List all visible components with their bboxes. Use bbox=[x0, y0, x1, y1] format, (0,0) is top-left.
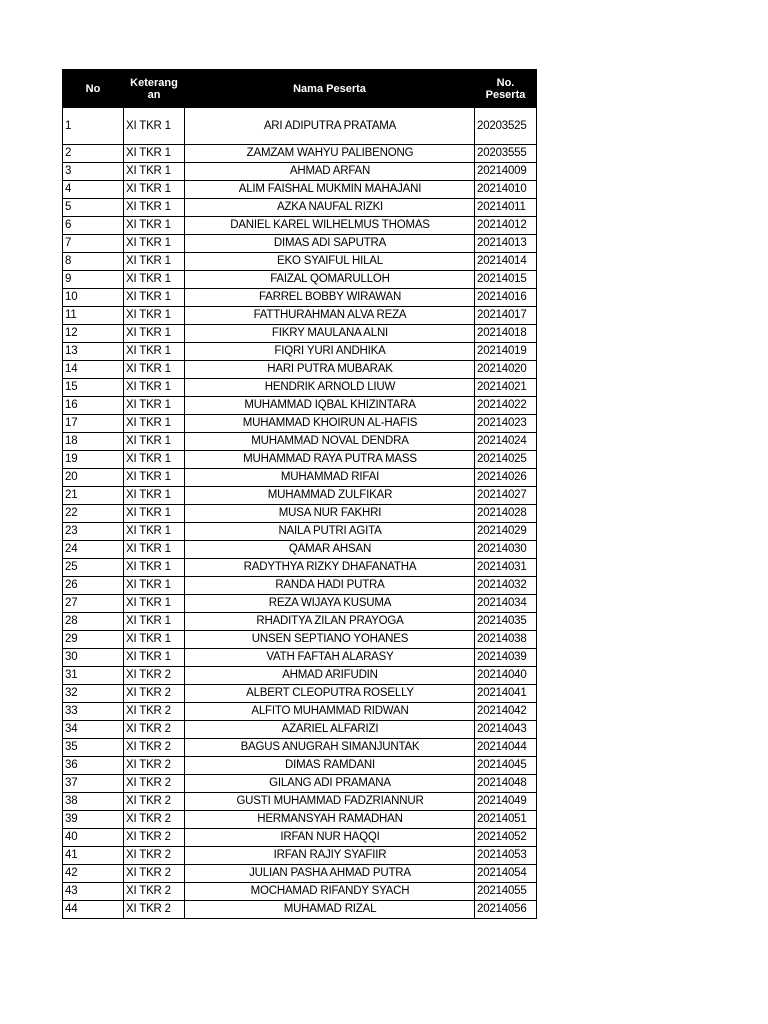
table-row bbox=[63, 703, 537, 721]
table-row bbox=[63, 307, 537, 325]
table-row bbox=[63, 847, 537, 865]
header-keterangan: Keterang an bbox=[124, 70, 185, 108]
cell-nama-peserta: BAGUS ANUGRAH SIMANJUNTAK bbox=[185, 739, 475, 757]
cell-keterangan: XI TKR 1 bbox=[124, 379, 185, 397]
cell-no: 15 bbox=[63, 379, 124, 397]
cell-no-peserta: 20214020 bbox=[475, 361, 537, 379]
cell-no: 1 bbox=[63, 108, 124, 145]
cell-keterangan: XI TKR 1 bbox=[124, 235, 185, 253]
cell-keterangan: XI TKR 1 bbox=[124, 613, 185, 631]
table-row bbox=[63, 559, 537, 577]
table-row bbox=[63, 595, 537, 613]
header-no: No bbox=[63, 70, 124, 108]
cell-no: 6 bbox=[63, 217, 124, 235]
cell-no: 2 bbox=[63, 145, 124, 163]
participant-table bbox=[62, 69, 537, 919]
cell-keterangan: XI TKR 1 bbox=[124, 487, 185, 505]
cell-keterangan: XI TKR 2 bbox=[124, 829, 185, 847]
cell-keterangan: XI TKR 2 bbox=[124, 901, 185, 919]
cell-no: 23 bbox=[63, 523, 124, 541]
cell-no-peserta: 20214038 bbox=[475, 631, 537, 649]
cell-no: 19 bbox=[63, 451, 124, 469]
cell-nama-peserta: MOCHAMAD RIFANDY SYACH bbox=[185, 883, 475, 901]
cell-no: 28 bbox=[63, 613, 124, 631]
cell-keterangan: XI TKR 2 bbox=[124, 757, 185, 775]
header-no-peserta: No. Peserta bbox=[475, 70, 537, 108]
table-row bbox=[63, 631, 537, 649]
cell-nama-peserta: RANDA HADI PUTRA bbox=[185, 577, 475, 595]
cell-keterangan: XI TKR 1 bbox=[124, 631, 185, 649]
table-row bbox=[63, 505, 537, 523]
cell-no: 39 bbox=[63, 811, 124, 829]
cell-no-peserta: 20214022 bbox=[475, 397, 537, 415]
cell-no: 42 bbox=[63, 865, 124, 883]
cell-no: 20 bbox=[63, 469, 124, 487]
table-row bbox=[63, 469, 537, 487]
cell-no-peserta: 20214053 bbox=[475, 847, 537, 865]
cell-nama-peserta: NAILA PUTRI AGITA bbox=[185, 523, 475, 541]
cell-no-peserta: 20214051 bbox=[475, 811, 537, 829]
cell-no: 21 bbox=[63, 487, 124, 505]
cell-nama-peserta: RADYTHYA RIZKY DHAFANATHA bbox=[185, 559, 475, 577]
cell-keterangan: XI TKR 2 bbox=[124, 883, 185, 901]
cell-no-peserta: 20214029 bbox=[475, 523, 537, 541]
cell-nama-peserta: RHADITYA ZILAN PRAYOGA bbox=[185, 613, 475, 631]
cell-nama-peserta: ALFITO MUHAMMAD RIDWAN bbox=[185, 703, 475, 721]
table-row bbox=[63, 649, 537, 667]
cell-keterangan: XI TKR 1 bbox=[124, 451, 185, 469]
cell-keterangan: XI TKR 1 bbox=[124, 541, 185, 559]
cell-nama-peserta: FAIZAL QOMARULLOH bbox=[185, 271, 475, 289]
cell-no: 34 bbox=[63, 721, 124, 739]
cell-no: 31 bbox=[63, 667, 124, 685]
table-row bbox=[63, 577, 537, 595]
cell-keterangan: XI TKR 1 bbox=[124, 343, 185, 361]
cell-no: 27 bbox=[63, 595, 124, 613]
cell-no-peserta: 20214021 bbox=[475, 379, 537, 397]
cell-nama-peserta: MUHAMMAD KHOIRUN AL-HAFIS bbox=[185, 415, 475, 433]
cell-no-peserta: 20214052 bbox=[475, 829, 537, 847]
table-row bbox=[63, 775, 537, 793]
table-row bbox=[63, 739, 537, 757]
cell-no: 12 bbox=[63, 325, 124, 343]
table-row bbox=[63, 667, 537, 685]
cell-nama-peserta: ZAMZAM WAHYU PALIBENONG bbox=[185, 145, 475, 163]
cell-no: 26 bbox=[63, 577, 124, 595]
cell-keterangan: XI TKR 2 bbox=[124, 667, 185, 685]
cell-nama-peserta: VATH FAFTAH ALARASY bbox=[185, 649, 475, 667]
table-row bbox=[63, 108, 537, 145]
cell-no-peserta: 20214031 bbox=[475, 559, 537, 577]
cell-no: 9 bbox=[63, 271, 124, 289]
cell-keterangan: XI TKR 1 bbox=[124, 108, 185, 145]
cell-nama-peserta: HERMANSYAH RAMADHAN bbox=[185, 811, 475, 829]
table-row bbox=[63, 433, 537, 451]
cell-nama-peserta: MUHAMAD RIZAL bbox=[185, 901, 475, 919]
cell-nama-peserta: MUHAMMAD NOVAL DENDRA bbox=[185, 433, 475, 451]
table-row bbox=[63, 343, 537, 361]
cell-nama-peserta: AZKA NAUFAL RIZKI bbox=[185, 199, 475, 217]
cell-keterangan: XI TKR 2 bbox=[124, 721, 185, 739]
table-row bbox=[63, 379, 537, 397]
table-row bbox=[63, 397, 537, 415]
cell-keterangan: XI TKR 2 bbox=[124, 811, 185, 829]
cell-no-peserta: 20214013 bbox=[475, 235, 537, 253]
cell-keterangan: XI TKR 1 bbox=[124, 577, 185, 595]
cell-nama-peserta: GILANG ADI PRAMANA bbox=[185, 775, 475, 793]
cell-no-peserta: 20214040 bbox=[475, 667, 537, 685]
cell-nama-peserta: MUHAMMAD IQBAL KHIZINTARA bbox=[185, 397, 475, 415]
cell-nama-peserta: IRFAN RAJIY SYAFIIR bbox=[185, 847, 475, 865]
cell-keterangan: XI TKR 1 bbox=[124, 559, 185, 577]
cell-keterangan: XI TKR 1 bbox=[124, 469, 185, 487]
table-row bbox=[63, 163, 537, 181]
table-row bbox=[63, 289, 537, 307]
cell-no-peserta: 20214027 bbox=[475, 487, 537, 505]
cell-keterangan: XI TKR 2 bbox=[124, 775, 185, 793]
cell-no-peserta: 20214014 bbox=[475, 253, 537, 271]
cell-no-peserta: 20214017 bbox=[475, 307, 537, 325]
cell-no-peserta: 20214024 bbox=[475, 433, 537, 451]
table-row bbox=[63, 613, 537, 631]
cell-nama-peserta: MUHAMMAD RIFAI bbox=[185, 469, 475, 487]
cell-no: 37 bbox=[63, 775, 124, 793]
cell-nama-peserta: ALBERT CLEOPUTRA ROSELLY bbox=[185, 685, 475, 703]
cell-keterangan: XI TKR 1 bbox=[124, 289, 185, 307]
cell-no: 35 bbox=[63, 739, 124, 757]
cell-keterangan: XI TKR 1 bbox=[124, 595, 185, 613]
header-nama-peserta: Nama Peserta bbox=[185, 70, 475, 108]
cell-nama-peserta: UNSEN SEPTIANO YOHANES bbox=[185, 631, 475, 649]
table-row bbox=[63, 487, 537, 505]
cell-no-peserta: 20214028 bbox=[475, 505, 537, 523]
cell-no: 17 bbox=[63, 415, 124, 433]
cell-no-peserta: 20214025 bbox=[475, 451, 537, 469]
cell-no: 8 bbox=[63, 253, 124, 271]
cell-nama-peserta: MUSA NUR FAKHRI bbox=[185, 505, 475, 523]
cell-no-peserta: 20214016 bbox=[475, 289, 537, 307]
cell-keterangan: XI TKR 1 bbox=[124, 271, 185, 289]
cell-no: 7 bbox=[63, 235, 124, 253]
cell-no: 13 bbox=[63, 343, 124, 361]
cell-nama-peserta: AZARIEL ALFARIZI bbox=[185, 721, 475, 739]
table-row bbox=[63, 721, 537, 739]
cell-no-peserta: 20214055 bbox=[475, 883, 537, 901]
table-row bbox=[63, 811, 537, 829]
cell-nama-peserta: FATTHURAHMAN ALVA REZA bbox=[185, 307, 475, 325]
cell-no-peserta: 20214056 bbox=[475, 901, 537, 919]
cell-keterangan: XI TKR 1 bbox=[124, 523, 185, 541]
cell-keterangan: XI TKR 1 bbox=[124, 199, 185, 217]
table-body bbox=[63, 108, 537, 919]
cell-keterangan: XI TKR 2 bbox=[124, 865, 185, 883]
cell-no: 30 bbox=[63, 649, 124, 667]
cell-nama-peserta: IRFAN NUR HAQQI bbox=[185, 829, 475, 847]
table-row bbox=[63, 451, 537, 469]
cell-nama-peserta: EKO SYAIFUL HILAL bbox=[185, 253, 475, 271]
table-row bbox=[63, 145, 537, 163]
cell-no: 11 bbox=[63, 307, 124, 325]
cell-no-peserta: 20214011 bbox=[475, 199, 537, 217]
cell-keterangan: XI TKR 1 bbox=[124, 649, 185, 667]
table-header bbox=[63, 70, 537, 108]
cell-keterangan: XI TKR 2 bbox=[124, 847, 185, 865]
table-row bbox=[63, 271, 537, 289]
cell-keterangan: XI TKR 2 bbox=[124, 703, 185, 721]
table-row bbox=[63, 541, 537, 559]
cell-keterangan: XI TKR 1 bbox=[124, 325, 185, 343]
table-row bbox=[63, 829, 537, 847]
cell-keterangan: XI TKR 2 bbox=[124, 739, 185, 757]
cell-no-peserta: 20214023 bbox=[475, 415, 537, 433]
cell-no: 36 bbox=[63, 757, 124, 775]
cell-no-peserta: 20214010 bbox=[475, 181, 537, 199]
table-row bbox=[63, 793, 537, 811]
header-row bbox=[63, 70, 537, 108]
cell-no: 5 bbox=[63, 199, 124, 217]
table-row bbox=[63, 235, 537, 253]
cell-no-peserta: 20214049 bbox=[475, 793, 537, 811]
cell-nama-peserta: ALIM FAISHAL MUKMIN MAHAJANI bbox=[185, 181, 475, 199]
table-row bbox=[63, 325, 537, 343]
cell-no-peserta: 20214054 bbox=[475, 865, 537, 883]
cell-no: 40 bbox=[63, 829, 124, 847]
cell-no-peserta: 20214044 bbox=[475, 739, 537, 757]
cell-keterangan: XI TKR 1 bbox=[124, 505, 185, 523]
cell-no-peserta: 20214030 bbox=[475, 541, 537, 559]
cell-nama-peserta: DIMAS ADI SAPUTRA bbox=[185, 235, 475, 253]
cell-nama-peserta: FIQRI YURI ANDHIKA bbox=[185, 343, 475, 361]
cell-no: 41 bbox=[63, 847, 124, 865]
cell-keterangan: XI TKR 1 bbox=[124, 433, 185, 451]
cell-no-peserta: 20214048 bbox=[475, 775, 537, 793]
cell-no: 18 bbox=[63, 433, 124, 451]
cell-no-peserta: 20214045 bbox=[475, 757, 537, 775]
cell-nama-peserta: AHMAD ARFAN bbox=[185, 163, 475, 181]
cell-nama-peserta: HENDRIK ARNOLD LIUW bbox=[185, 379, 475, 397]
cell-no-peserta: 20214015 bbox=[475, 271, 537, 289]
cell-no: 16 bbox=[63, 397, 124, 415]
cell-no-peserta: 20214042 bbox=[475, 703, 537, 721]
table-row bbox=[63, 865, 537, 883]
cell-nama-peserta: GUSTI MUHAMMAD FADZRIANNUR bbox=[185, 793, 475, 811]
table-row bbox=[63, 361, 537, 379]
table-row bbox=[63, 181, 537, 199]
cell-no: 25 bbox=[63, 559, 124, 577]
cell-no: 24 bbox=[63, 541, 124, 559]
table-row bbox=[63, 253, 537, 271]
cell-no-peserta: 20214012 bbox=[475, 217, 537, 235]
cell-no-peserta: 20214039 bbox=[475, 649, 537, 667]
cell-no-peserta: 20203555 bbox=[475, 145, 537, 163]
table-row bbox=[63, 685, 537, 703]
cell-no-peserta: 20214019 bbox=[475, 343, 537, 361]
cell-keterangan: XI TKR 1 bbox=[124, 163, 185, 181]
cell-nama-peserta: MUHAMMAD RAYA PUTRA MASS bbox=[185, 451, 475, 469]
cell-keterangan: XI TKR 1 bbox=[124, 397, 185, 415]
table-row bbox=[63, 757, 537, 775]
cell-no: 10 bbox=[63, 289, 124, 307]
cell-no-peserta: 20203525 bbox=[475, 108, 537, 145]
cell-no: 43 bbox=[63, 883, 124, 901]
table-row bbox=[63, 217, 537, 235]
cell-keterangan: XI TKR 1 bbox=[124, 361, 185, 379]
cell-no-peserta: 20214026 bbox=[475, 469, 537, 487]
cell-nama-peserta: FARREL BOBBY WIRAWAN bbox=[185, 289, 475, 307]
cell-nama-peserta: JULIAN PASHA AHMAD PUTRA bbox=[185, 865, 475, 883]
cell-no: 32 bbox=[63, 685, 124, 703]
table-row bbox=[63, 199, 537, 217]
cell-no: 22 bbox=[63, 505, 124, 523]
cell-no: 33 bbox=[63, 703, 124, 721]
cell-no-peserta: 20214032 bbox=[475, 577, 537, 595]
cell-nama-peserta: REZA WIJAYA KUSUMA bbox=[185, 595, 475, 613]
table-row bbox=[63, 523, 537, 541]
cell-no: 3 bbox=[63, 163, 124, 181]
cell-keterangan: XI TKR 1 bbox=[124, 145, 185, 163]
cell-no-peserta: 20214034 bbox=[475, 595, 537, 613]
cell-nama-peserta: ARI ADIPUTRA PRATAMA bbox=[185, 108, 475, 145]
cell-nama-peserta: QAMAR AHSAN bbox=[185, 541, 475, 559]
cell-keterangan: XI TKR 1 bbox=[124, 181, 185, 199]
table-row bbox=[63, 883, 537, 901]
cell-no-peserta: 20214035 bbox=[475, 613, 537, 631]
cell-no-peserta: 20214041 bbox=[475, 685, 537, 703]
cell-no: 29 bbox=[63, 631, 124, 649]
cell-no-peserta: 20214043 bbox=[475, 721, 537, 739]
cell-nama-peserta: DIMAS RAMDANI bbox=[185, 757, 475, 775]
cell-no-peserta: 20214009 bbox=[475, 163, 537, 181]
cell-nama-peserta: MUHAMMAD ZULFIKAR bbox=[185, 487, 475, 505]
cell-keterangan: XI TKR 1 bbox=[124, 415, 185, 433]
cell-keterangan: XI TKR 1 bbox=[124, 307, 185, 325]
cell-nama-peserta: FIKRY MAULANA ALNI bbox=[185, 325, 475, 343]
table-row bbox=[63, 415, 537, 433]
cell-nama-peserta: AHMAD ARIFUDIN bbox=[185, 667, 475, 685]
cell-keterangan: XI TKR 2 bbox=[124, 685, 185, 703]
cell-keterangan: XI TKR 2 bbox=[124, 793, 185, 811]
cell-nama-peserta: HARI PUTRA MUBARAK bbox=[185, 361, 475, 379]
cell-nama-peserta: DANIEL KAREL WILHELMUS THOMAS bbox=[185, 217, 475, 235]
cell-no: 14 bbox=[63, 361, 124, 379]
cell-no: 4 bbox=[63, 181, 124, 199]
table-row bbox=[63, 901, 537, 919]
cell-keterangan: XI TKR 1 bbox=[124, 217, 185, 235]
cell-keterangan: XI TKR 1 bbox=[124, 253, 185, 271]
cell-no-peserta: 20214018 bbox=[475, 325, 537, 343]
cell-no: 38 bbox=[63, 793, 124, 811]
cell-no: 44 bbox=[63, 901, 124, 919]
